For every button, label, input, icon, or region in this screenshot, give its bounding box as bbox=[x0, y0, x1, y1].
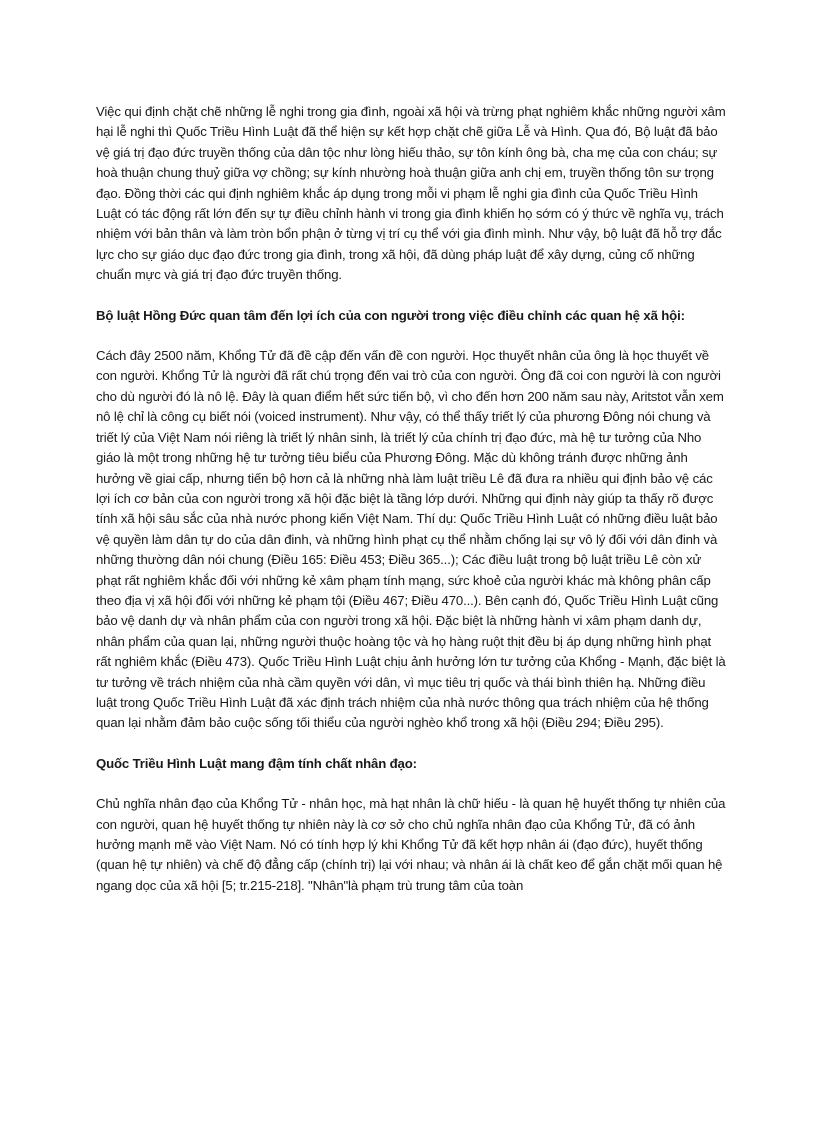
page-bottom-margin bbox=[0, 1112, 816, 1123]
section-heading-humanitarian: Quốc Triều Hình Luật mang đậm tính chất nhân đạo: bbox=[96, 755, 417, 771]
paragraph-family-rites: Việc qui định chặt chẽ những lễ nghi trong gia đình, ngoài xã hội và trừng phạt nghiêm khắc những người xâm hại lễ nghi thì Quốc Triều Hình Luật đã thể hiện sự kết hợp chặt chẽ giữa Lễ và Hình. Qua đó, Bộ luật đã bảo vệ giá trị đạo đức truyền thống của dân tộc như lòng hiếu thảo, sự tôn kính ông bà, cha mẹ của con cháu; sự hoà thuận chung thuỷ giữa vợ chồng; sự kính nhường hoà thuận giữa anh chị em, truyền thống tôn sư trọng đạo. Đồng thời các qui định nghiêm khắc áp dụng trong mỗi vi phạm lễ nghi gia đình của Quốc Triều Hình Luật có tác động rất lớn đến sự tự điều chỉnh hành vi trong gia đình khiến họ sớm có ý thức về nghĩa vụ, trách nhiệm với bản thân và làm tròn bổn phận ở từng vị trí cụ thể với gia đình mình. Như vậy, bộ luật đã hỗ trợ đắc lực cho sự giáo dục đạo đức trong gia đình, trong xã hội, đã dùng pháp luật để xây dựng, củng cố những chuẩn mực và giá trị đạo đức truyền thống. bbox=[96, 104, 726, 283]
section-heading-human-interests: Bộ luật Hồng Đức quan tâm đến lợi ích của con người trong việc điều chỉnh các quan hệ xã hội: bbox=[96, 307, 685, 323]
paragraph-confucius-humanity: Cách đây 2500 năm, Khổng Tử đã đề cập đến vấn đề con người. Học thuyết nhân của ông là học thuyết về con người. Khổng Tử là người đã rất chú trọng đến vai trò của con người. Ông đã coi con người là con người cho dù người đó là nô lệ. Đây là quan điểm hết sức tiến bộ, vì cho đến hơn 200 năm sau này, Aritstot vẫn xem nô lệ chỉ là công cụ biết nói (voiced instrument). Như vậy, có thể thấy triết lý của phương Đông nói chung và triết lý của Việt Nam nói riêng là triết lý nhân sinh, là triết lý của chính trị đạo đức, mà hệ tư tưởng của Nho giáo là một trong những hệ tư tưởng tiêu biểu của Phương Đông. Mặc dù không tránh được những ảnh hưởng về giai cấp, nhưng tiến bộ hơn cả là những nhà làm luật triều Lê đã đưa ra nhiều qui định bảo vệ các lợi ích cơ bản của con người trong xã hội đặc biệt là tầng lớp dưới. Những qui định này giúp ta thấy rõ được tính xã hội sâu sắc của nhà nước phong kiến Việt Nam. Thí dụ: Quốc Triều Hình Luật có những điều luật bảo vệ quyền làm dân tự do của dân đinh, và những hình phạt cụ thể nhằm chống lại sự vô lý đối với dân đinh và những thường dân nói chung (Điều 165: Điều 453; Điều 365...); Các điều luật trong bộ luật triều Lê còn xử phạt rất nghiêm khắc đối với những kẻ xâm phạm tính mạng, sức khoẻ của người khác mà không phân cấp theo địa vị xã hội đối với những kẻ phạm tội (Điều 467; Điều 470...). Bên cạnh đó, Quốc Triều Hình Luật cũng bảo vệ danh dự và nhân phẩm của con người trong xã hội. Đặc biệt là những hành vi xâm phạm danh dự, nhân phẩm của quan lại, những người thuộc hoàng tộc và họ hàng ruột thịt đều bị áp dụng những hình phạt rất nghiêm khắc (Điều 473). Quốc Triều Hình Luật chịu ảnh hưởng lớn tư tưởng của Khổng - Mạnh, đặc biệt là tư tưởng về trách nhiệm của nhà cầm quyền với dân, vì mục tiêu trị quốc và thái bình thiên hạ. Những điều luật trong Quốc Triều Hình Luật đã xác định trách nhiệm của nhà nước thông qua trách nhiệm của hệ thống quan lại nhằm đảm bảo cuộc sống tối thiểu của người nghèo khổ trong xã hội (Điều 294; Điều 295). bbox=[96, 348, 726, 731]
paragraph-humanitarianism: Chủ nghĩa nhân đạo của Khổng Tử - nhân học, mà hạt nhân là chữ hiếu - là quan hệ huyết thống tự nhiên của con người, quan hệ huyết thống tự nhiên này là cơ sở cho chủ nghĩa nhân đạo của Khổng Tử, đã có ảnh hưởng mạnh mẽ vào Việt Nam. Nó có tính hợp lý khi Khổng Tử đã kết hợp nhân ái (đạo đức), huyết thống (quan hệ tự nhiên) và chế độ đẳng cấp (chính trị) lại với nhau; và nhân ái là chất keo để gắn chặt mối quan hệ ngang dọc của xã hội [5; tr.215-218]. "Nhân"là phạm trù trung tâm của toàn bbox=[96, 796, 726, 893]
